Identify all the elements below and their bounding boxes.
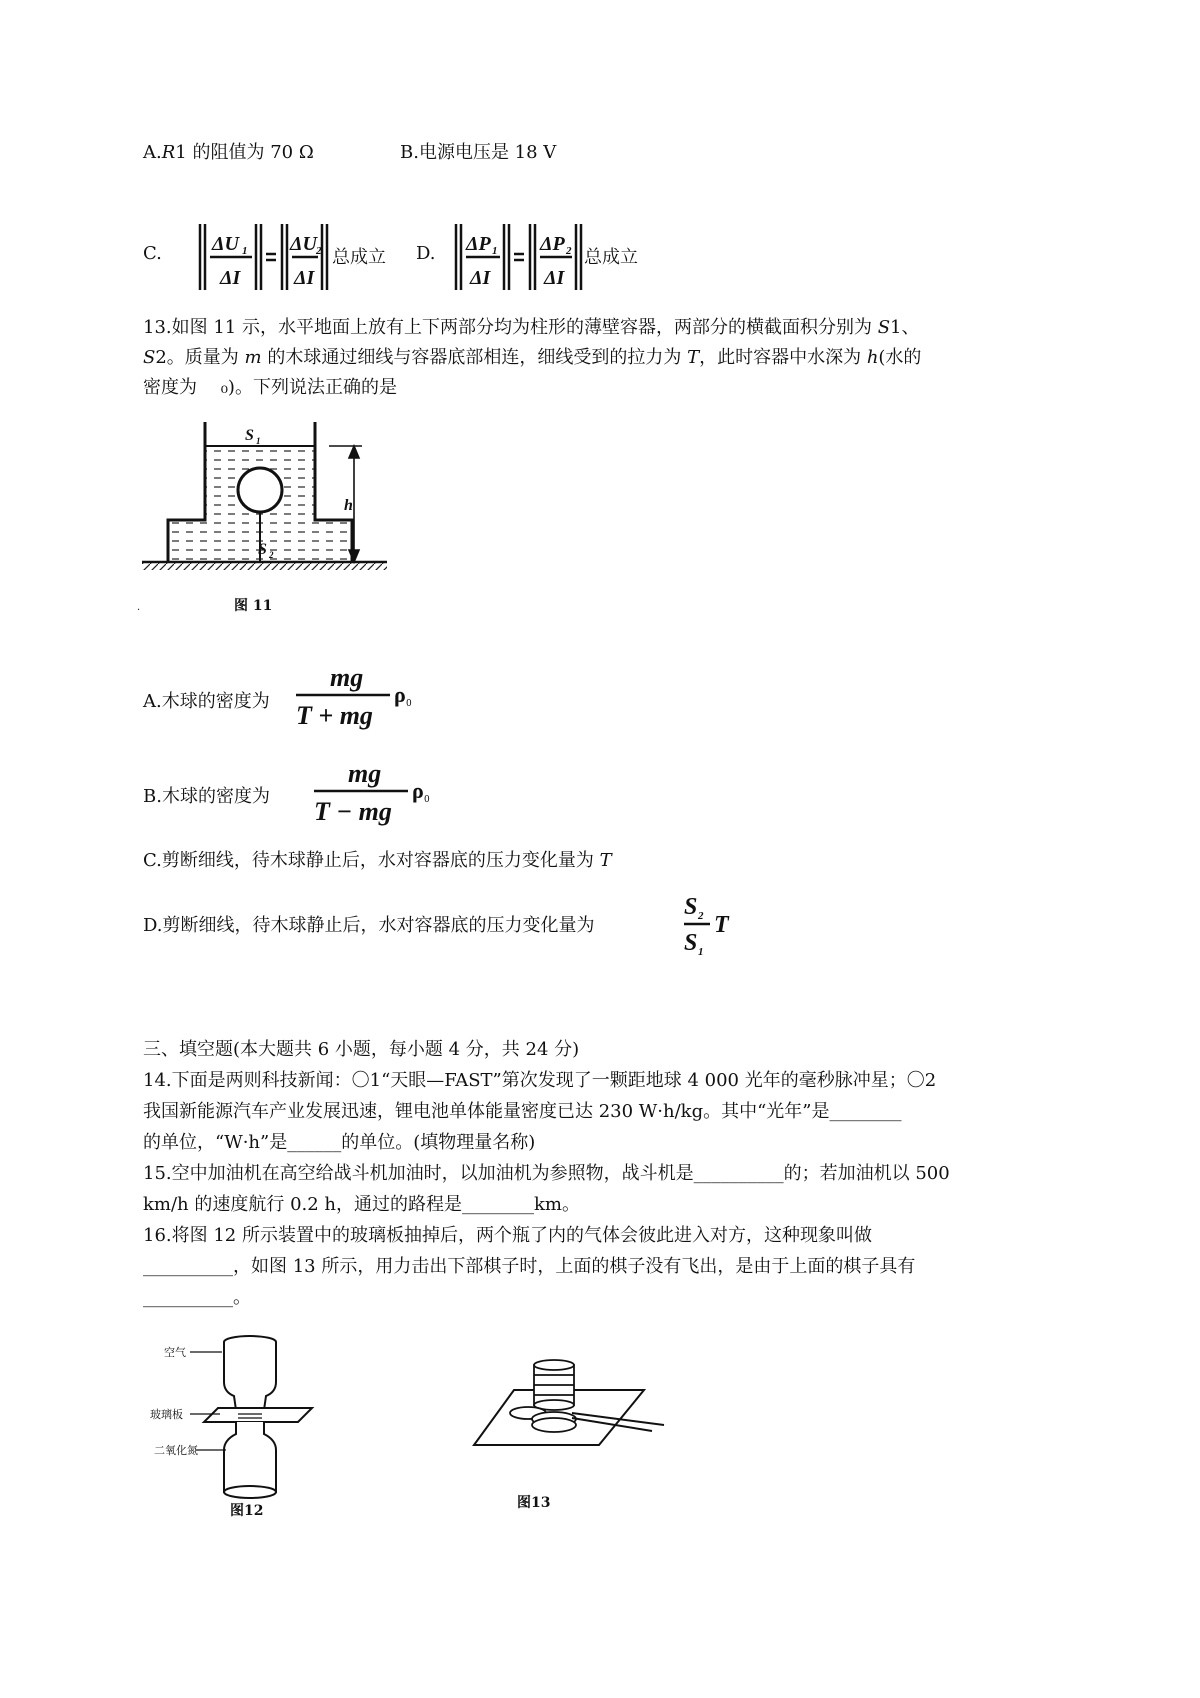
svg-text:2: 2 <box>269 550 274 560</box>
figure-13 <box>474 1355 674 1515</box>
q12-option-b-text: B.电源电压是 18 V <box>400 142 557 163</box>
q13-var-s1: S <box>877 317 891 338</box>
label-h: h <box>344 497 353 514</box>
q13-stem-text: ，此时容器中水深为 <box>699 347 867 368</box>
q13-option-b-formula <box>312 758 432 828</box>
fig12-label-glass: 玻璃板 <box>150 1408 183 1421</box>
svg-text:mg: mg <box>348 759 382 788</box>
q13-stem-text: (水的 <box>878 347 922 368</box>
svg-text:ΔI: ΔI <box>470 267 491 289</box>
fig12-label-no2: 二氧化氮 <box>154 1444 198 1457</box>
q13-option-d-formula <box>682 890 742 960</box>
svg-text:ΔP: ΔP <box>540 233 565 255</box>
q12-option-a <box>143 140 314 166</box>
q13-var-t: T <box>687 347 700 368</box>
q13-stem-text: 1、 <box>890 317 920 338</box>
svg-text:mg: mg <box>330 663 364 692</box>
q13-stem-text: 的木球通过细线与容器底部相连，细线受到的拉力为 <box>261 347 688 368</box>
q12-option-b <box>400 140 556 166</box>
svg-text:1: 1 <box>492 245 498 257</box>
svg-text:T − mg: T − mg <box>314 797 392 826</box>
q13-option-c <box>143 848 612 874</box>
svg-text:S: S <box>684 930 698 956</box>
figure-12-caption: 图12 <box>230 1503 264 1519</box>
q13-var-h: h <box>866 347 879 368</box>
q12-option-c-tail: 总成立 <box>332 247 386 268</box>
svg-text:.: . <box>137 602 141 613</box>
q12-option-a-prefix: A. <box>143 142 162 163</box>
q13-var-s2: S <box>143 347 156 368</box>
q13-option-c-var: T <box>599 850 612 871</box>
svg-text:2: 2 <box>316 245 322 257</box>
q16-line-2: __________，如图 13 所示，用力击出下部棋子时，上面的棋子没有飞出，是由于上面的棋子具有 <box>143 1256 916 1277</box>
q13-stem-text: 2。质量为 <box>155 347 245 368</box>
q13-stem-line-2 <box>143 345 921 371</box>
q12-option-d-formula <box>452 222 582 294</box>
svg-text:1: 1 <box>698 946 704 958</box>
q14-line-2: 我国新能源汽车产业发展迅速，锂电池单体能量密度已达 230 W·h/kg。其中“光年”是________ <box>143 1101 902 1122</box>
svg-text:ΔU: ΔU <box>290 233 317 255</box>
q13-stem-text: 13.如图 11 示，水平地面上放有上下两部分均为柱形的薄壁容器，两部分的横截面积分别为 <box>143 317 878 338</box>
svg-text:1: 1 <box>256 436 261 446</box>
q13-stem-line-1 <box>143 315 920 341</box>
svg-text:0: 0 <box>406 699 412 709</box>
q12-option-c-formula <box>196 222 326 294</box>
q13-option-c-text: C.剪断细线，待木球静止后，水对容器底的压力变化量为 <box>143 850 600 871</box>
q13-stem-line-3: 密度为 ₀)。下列说法正确的是 <box>143 377 397 398</box>
q15-line-1: 15.空中加油机在高空给战斗机加油时，以加油机为参照物，战斗机是__________的；若加油机以 500 <box>143 1163 950 1184</box>
q16-line-1: 16.将图 12 所示装置中的玻璃板抽掉后，两个瓶了内的气体会彼此进入对方，这种现象叫做 <box>143 1225 872 1246</box>
svg-text:1: 1 <box>242 245 248 257</box>
label-s2: S <box>258 541 267 558</box>
q14-line-3: 的单位，“W·h”是______的单位。(填物理量名称) <box>143 1132 536 1153</box>
section-3-heading: 三、填空题(本大题共 6 小题，每小题 4 分，共 24 分) <box>143 1039 580 1060</box>
svg-text:S: S <box>684 894 698 920</box>
svg-text:ρ: ρ <box>394 682 406 707</box>
svg-text:ΔI: ΔI <box>544 267 565 289</box>
q13-option-a-formula <box>294 662 414 732</box>
q12-option-d-tail: 总成立 <box>584 247 638 268</box>
fig12-label-air: 空气 <box>164 1346 186 1359</box>
q12-option-c-label: C. <box>143 243 162 264</box>
q12-option-a-var: R <box>161 142 176 163</box>
label-s1: S <box>245 427 254 444</box>
figure-11-caption: 图 11 <box>234 598 273 614</box>
svg-text:T + mg: T + mg <box>296 701 373 730</box>
svg-text:ρ: ρ <box>412 778 424 803</box>
svg-text:ΔI: ΔI <box>220 267 241 289</box>
figure-12 <box>150 1330 330 1519</box>
q12-option-a-text: 1 的阻值为 70 Ω <box>175 142 314 163</box>
q13-option-d: D.剪断细线，待木球静止后，水对容器底的压力变化量为 <box>143 915 595 936</box>
svg-text:2: 2 <box>698 910 704 922</box>
q13-option-a: A.木球的密度为 <box>143 691 270 712</box>
svg-text:T: T <box>714 912 729 938</box>
svg-text:ΔU: ΔU <box>212 233 239 255</box>
q13-option-b: B.木球的密度为 <box>143 786 270 807</box>
figure-11 <box>137 420 402 615</box>
svg-text:ΔP: ΔP <box>466 233 491 255</box>
q14-line-1: 14.下面是两则科技新闻：〇1“天眼—FAST”第次发现了一颗距地球 4 000 光年的毫秒脉冲星；〇2 <box>143 1070 937 1091</box>
q16-line-3: __________。 <box>143 1287 251 1308</box>
svg-text:2: 2 <box>566 245 572 257</box>
q13-var-m: m <box>244 347 262 368</box>
svg-text:0: 0 <box>424 795 430 805</box>
svg-text:ΔI: ΔI <box>294 267 315 289</box>
figure-13-caption: 图13 <box>517 1495 551 1511</box>
q15-line-2: km/h 的速度航行 0.2 h，通过的路程是________km。 <box>143 1194 580 1215</box>
q12-option-d-label: D. <box>416 243 436 264</box>
